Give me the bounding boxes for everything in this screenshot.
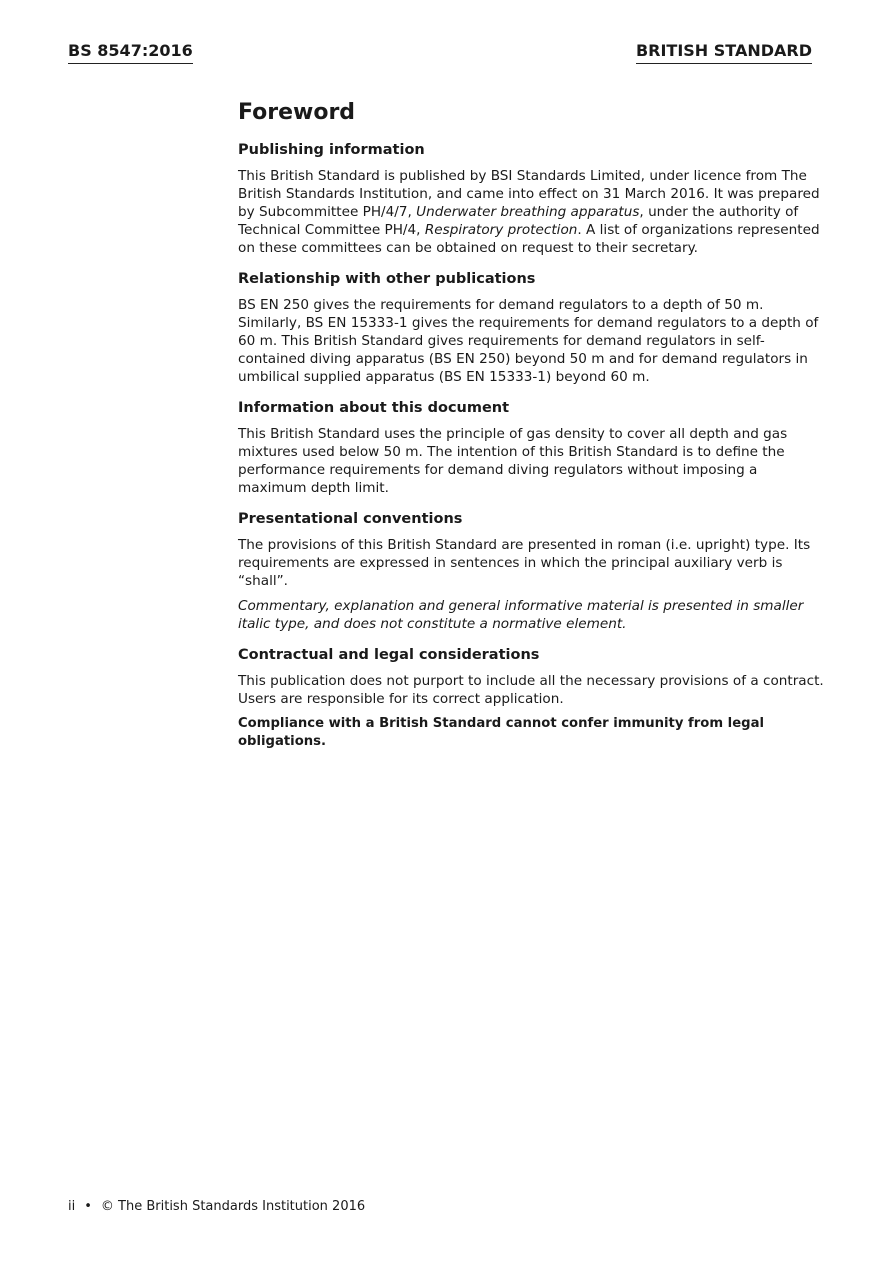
section-heading: Presentational conventions — [238, 511, 463, 527]
committee-name: Respiratory protection — [424, 222, 578, 238]
section-relationship — [238, 269, 828, 386]
paragraph: This publication does not purport to include all the necessary provisions of a contract. Users are responsible for its correct application. — [238, 673, 824, 707]
document-number: BS 8547:2016 — [68, 40, 193, 64]
page-footer — [68, 1198, 365, 1216]
commentary-paragraph: Commentary, explanation and general informative material is presented in smaller italic type, and does not constitute a normative element. — [238, 598, 804, 632]
section-heading: Contractual and legal considerations — [238, 647, 540, 663]
section-heading: Information about this document — [238, 400, 510, 416]
text-run: This British Standard is published by BSI Standards Limited, under licence from The British Standards Institution, and came into effect on 31 March 2016. It was prepared by Subcommittee PH/4/7, — [238, 168, 820, 220]
section-heading: Publishing information — [238, 142, 425, 158]
page-title: Foreword — [238, 100, 356, 125]
section-information — [238, 398, 828, 497]
page-number: ii — [68, 1199, 76, 1214]
section-presentational-conventions — [238, 509, 828, 633]
paragraph — [238, 167, 828, 257]
committee-name: Underwater breathing apparatus — [416, 204, 640, 220]
copyright-notice: © The British Standards Institution 2016 — [100, 1199, 366, 1214]
compliance-statement: Compliance with a British Standard cannot confer immunity from legal obligations. — [238, 716, 765, 749]
paragraph: This British Standard uses the principle of gas density to cover all depth and gas mixtures used below 50 m. The intention of this British Standard is to define the performance requirements for demand diving regulators without imposing a maximum depth limit. — [238, 426, 788, 496]
section-legal-considerations — [238, 645, 828, 751]
bullet-separator: • — [84, 1199, 92, 1214]
series-label: BRITISH STANDARD — [636, 40, 812, 64]
paragraph: The provisions of this British Standard are presented in roman (i.e. upright) type. Its requirements are expressed in sentences in which the principal auxiliary verb is “shall”. — [238, 537, 811, 589]
text-run: . A list of organizations represented on these committees can be obtained on request to their secretary. — [238, 222, 820, 256]
paragraph: BS EN 250 gives the requirements for demand regulators to a depth of 50 m. Similarly, BS EN 15333-1 gives the requirements for demand regulators to a depth of 60 m. This British Standard gives requirements for demand regulators in self-contained diving apparatus (BS EN 250) beyond 50 m and for demand regulators in umbilical supplied apparatus (BS EN 15333-1) beyond 60 m. — [238, 297, 819, 385]
section-publishing-information — [238, 140, 828, 257]
section-heading: Relationship with other publications — [238, 271, 536, 287]
page-content — [238, 98, 828, 763]
text-run: , under the authority of Technical Committee PH/4, — [238, 204, 799, 238]
